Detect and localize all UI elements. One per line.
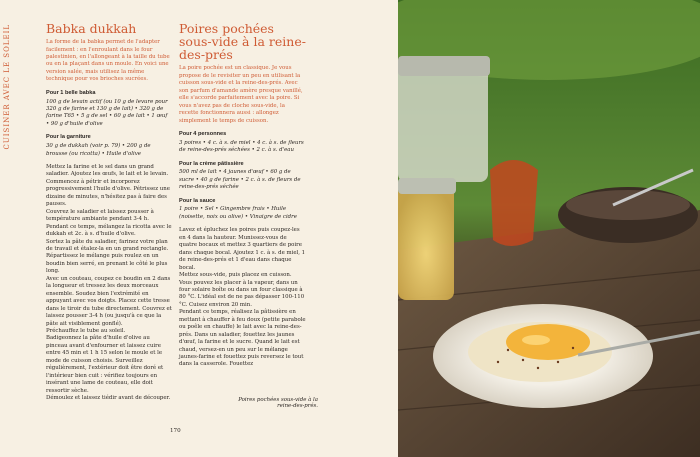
babka-title: Babka dukkah <box>46 21 137 36</box>
chapter-side-title: CUISINER AVEC LE SOLEIL <box>3 24 11 150</box>
babka-section-dough: Pour 1 belle babka <box>46 89 96 96</box>
poires-section-servings: Pour 4 personnes <box>179 131 227 137</box>
poires-ingredients-creme: 500 ml de lait • 4 jaunes d'œuf • 60 g de sucre • 40 g de farine • 2 c. à s. de fleurs de reine-des-prés séchée <box>179 169 301 191</box>
red-cloth <box>490 160 538 246</box>
babka-step: Avec un couteau, coupez ce boudin en 2 dans la longueur et tressez les deux morceaux ensemble. Soudez bien l'extrémité en appuyant avec vos doigts. Placez cette tresse dans le tiroir du tube directement. Couvrez et laissez pousser 3-4 h (ou jusqu'à ce que la pâte ait visiblement gonflé). <box>46 275 172 327</box>
poires-ingredients-sauce: 1 poire • Sel • Gingembre frais • Huile (noisette, noix ou olive) • Vinaigre de cidre <box>179 206 297 220</box>
babka-step: Mettez la farine et le sel dans un grand saladier. Ajoutez les œufs, le lait et le levain. Commencez à pétrir et incorporez progressivement l'huile d'olive. Pétrissez une dizaine de minutes, n'hésitez pas à faire des pauses. <box>46 164 170 208</box>
babka-step: Démoulez et laissez tiédir avant de découper. <box>46 395 171 402</box>
babka-step: Couvrez le saladier et laissez pousser à température ambiante pendant 3-4 h. Pendant ce temps, mélangez la ricotta avec le dukkah et 2c. à s. d'huile d'olive. <box>46 208 172 238</box>
poires-section-sauce: Pour la sauce <box>179 197 216 204</box>
babka-intro: La forme de la babka permet de l'adapter facilement : en l'enroulant dans le four palestinien, en l'allongeant à la taille du tube ou en la plaçant dans un moule. En voici une version salée, mais utilisez la même technique pour vos brioches sucrées. <box>46 39 170 83</box>
babka-ingredients-dough: 100 g de levain actif (ou 10 g de levure pour 320 g de farine et 130 g de lait) • 320 g de farine T65 • 5 g de sel • 60 g de lait • 1 œuf • 90 g d'huile d'olive <box>46 98 168 127</box>
back-jar-lid <box>398 56 490 76</box>
babka-steps <box>46 164 172 403</box>
poires-intro: La poire pochée est un classique. Je vous propose de le revisiter un peu en utilisant la cuisson sous-vide et la reine-des-prés. Avec son parfum d'amande amère presque vanillé, elle s'accorde parfaitement avec la poire. Si vous n'avez pas de cloche sous-vide, la recette fonctionnera aussi : allongez simplement le temps de cuisson. <box>179 65 303 124</box>
poires-step: Lavez et épluchez les poires puis coupez-les en 4 dans la hauteur. Munissez-vous de quatre bocaux et mettez 3 quartiers de poire dans chaque bocal. Ajoutez 1 c. à s. de miel, 1 de reine-des-prés et 1 d'eau dans chaque bocal. <box>179 227 306 271</box>
dessert-photo <box>398 0 700 457</box>
page-number: 170 <box>170 428 181 434</box>
photo-caption: Poires pochées sous-vide à la reine-des-prés. <box>238 397 318 409</box>
babka-column <box>46 22 172 403</box>
dark-bowl-rim <box>566 190 690 220</box>
babka-ingredients-filling: 30 g de dukkah (voir p. 79) • 200 g de brousse (ou ricotta) • Huile d'olive <box>46 143 151 157</box>
poires-steps <box>179 227 306 369</box>
back-jar <box>398 62 488 182</box>
front-jar <box>398 185 454 300</box>
poires-section-creme: Pour la crème pâtissière <box>179 160 244 167</box>
babka-step: Préchauffez le tube au soleil. <box>46 327 126 334</box>
poires-step: Pendant ce temps, réalisez la pâtissière en mettant à chauffer à feu doux (petite parabole ou poêle en chauffe) le lait avec la reine-des-prés. Dans un saladier, fouettez les jaunes d'œuf, la farine et le sucre. Quand le lait est chaud, versez-en un peu sur le mélange jaunes-farine et fouettez puis reversez le tout dans la casserole. Fouettez <box>179 309 306 368</box>
poires-title: Poires pochées sous-vide à la reine-des-prés <box>179 21 306 63</box>
babka-section-filling: Pour la garniture <box>46 134 91 141</box>
babka-step: Badigeonnez la pâte d'huile d'olive au pinceau avant d'enfourner et laissez cuire entre 45 min et 1 h 15 selon le moule et le mode de cuisson choisis. Surveillez régulièrement, l'extérieur doit être doré et l'intérieur bien cuit : vérifiez toujours en insérant une lame de couteau, elle doit ressortir sèche. <box>46 335 164 394</box>
photo-illustration <box>398 0 700 457</box>
pear-highlight <box>522 335 550 345</box>
poires-step: Mettez sous-vide, puis placez en cuisson. Vous pouvez les placer à la vapeur, dans un four solaire boîte ou dans un four classique à 80 °C. L'idéal est de ne pas dépasser 100-110 °C. Cuisez environ 20 min. <box>179 272 305 308</box>
front-jar-lid <box>398 178 456 194</box>
babka-step: Sortez la pâte du saladier, farinez votre plan de travail et étalez-la en un grand rectangle. Répartissez le mélange puis roulez en un boudin bien serré, en prenant le côté le plus long. <box>46 238 169 275</box>
poires-column <box>179 22 306 369</box>
poires-ingredients-main: 3 poires • 4 c. à s. de miel • 4 c. à s. de fleurs de reine-des-prés séchées • 2 c. à s. d'eau <box>179 139 304 154</box>
